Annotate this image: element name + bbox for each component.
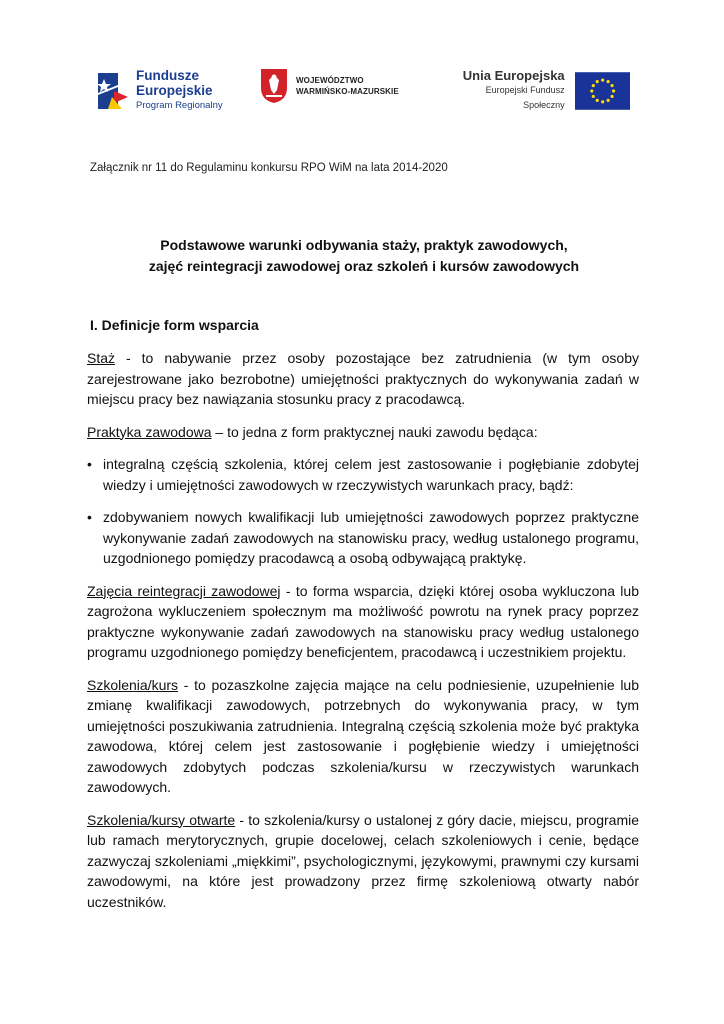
eu-flag-icon <box>575 72 630 110</box>
term: Szkolenia/kurs <box>87 676 179 693</box>
title-line2: zajęć reintegracji zawodowej oraz szkoleń i kursów zawodowych <box>148 258 580 274</box>
term: Staż <box>87 350 116 366</box>
term: Szkolenia/kursy otwarte <box>87 811 236 828</box>
definition-text: - to nabywanie przez osoby pozostające bez zatrudnienia (w tym osoby zarejestrowane jako bezrobotne) umiejętności praktycznych do wykonywania zadań w miejscu pracy bez nawiązania stosunku pracy z pracodawcą. <box>87 350 639 407</box>
region-coat-of-arms-icon <box>260 68 288 104</box>
eu-logo-line2: Europejski Fundusz Społeczny <box>485 85 565 110</box>
term: Praktyka zawodowa <box>87 423 212 440</box>
definition-praktyka <box>87 422 639 443</box>
region-logo-line1: WOJEWÓDZTWO <box>296 76 364 85</box>
definition-staz <box>87 348 639 410</box>
list-item: • zdobywaniem nowych kwalifikacji lub umiejętności zawodowych poprzez praktyczne wykonywanie zadań zawodowych na stanowisku pracy, według ustalonego programu, uzgodnionego pomiędzy pracodawcą a osobą odbywającą praktykę. <box>87 507 639 569</box>
definition-text: - to pozaszkolne zajęcia mające na celu podniesienie, uzupełnienie lub zmianę kwalifikacji zawodowych, potrzebnych do wykonywania pracy, w tym umiejętności poszukiwania zatrudnienia. Integralną częścią szkolenia może być praktyka zawodowa, której celem jest zastosowanie i pogłębienie wiedzy i umiejętności zawodowych zdobytych podczas szkolenia/kursu w rzeczywistych warunkach zawodowych. <box>87 676 639 795</box>
document-body <box>87 348 639 924</box>
fe-logo-text <box>136 68 223 113</box>
region-logo-line2: WARMIŃSKO-MAZURSKIE <box>296 87 399 96</box>
header-logos <box>90 68 630 120</box>
fe-logo-line2: Europejskie <box>136 83 213 98</box>
fe-logo-line1: Fundusze <box>136 68 199 83</box>
region-logo-text <box>296 75 399 97</box>
fe-flag-icon <box>96 71 130 111</box>
definition-text: - to forma wsparcia, dzięki której osoba wykluczona lub zagrożona wykluczeniem społecznym ma możliwość powrotu na rynek pracy poprzez praktyczne wykonywanie zadań zawodowych na stanowisku pracy według ustalonego programu uzgodnionego pomiędzy beneficjentem, pracodawcą i uczestnikiem projektu. <box>87 582 639 660</box>
list-item: • integralną częścią szkolenia, której celem jest zastosowanie i pogłębianie zdobytej wiedzy i umiejętności zawodowych w rzeczywistych warunkach pracy, bądź: <box>87 454 639 495</box>
eu-logo-line1: Unia Europejska <box>462 68 565 83</box>
term: Zajęcia reintegracji zawodowej <box>87 582 281 599</box>
definition-text: - to szkolenia/kursy o ustalonej z góry dacie, miejscu, programie lub ramach merytorycznych, grupie docelowej, celach szkoleniowych i cenie, będące zazwyczaj szkoleniami „miękkimi”, psychologicznymi, językowymi, prawnymi czy kursami zawodowymi, na które jest prowadzony przez firmę szkoleniową otwarty nabór uczestników. <box>87 811 639 910</box>
definition-text: – to jedna z form praktycznej nauki zawodu będąca: <box>211 423 538 440</box>
document-title <box>90 235 638 277</box>
annex-note: Załącznik nr 11 do Regulaminu konkursu RPO WiM na lata 2014-2020 <box>90 162 448 174</box>
definition-szkolenia-otwarte <box>87 810 639 913</box>
bullet-list <box>87 454 639 569</box>
region-logo <box>260 68 399 104</box>
title-line1: Podstawowe warunki odbywania staży, praktyk zawodowych, <box>160 237 568 253</box>
fundusze-europejskie-logo <box>96 68 223 113</box>
eu-logo <box>443 68 630 113</box>
eu-logo-text <box>443 68 565 113</box>
definition-szkolenia <box>87 675 639 798</box>
fe-logo-line3: Program Regionalny <box>136 100 223 111</box>
definition-reintegracja <box>87 581 639 663</box>
section-heading: I. Definicje form wsparcia <box>90 317 259 333</box>
